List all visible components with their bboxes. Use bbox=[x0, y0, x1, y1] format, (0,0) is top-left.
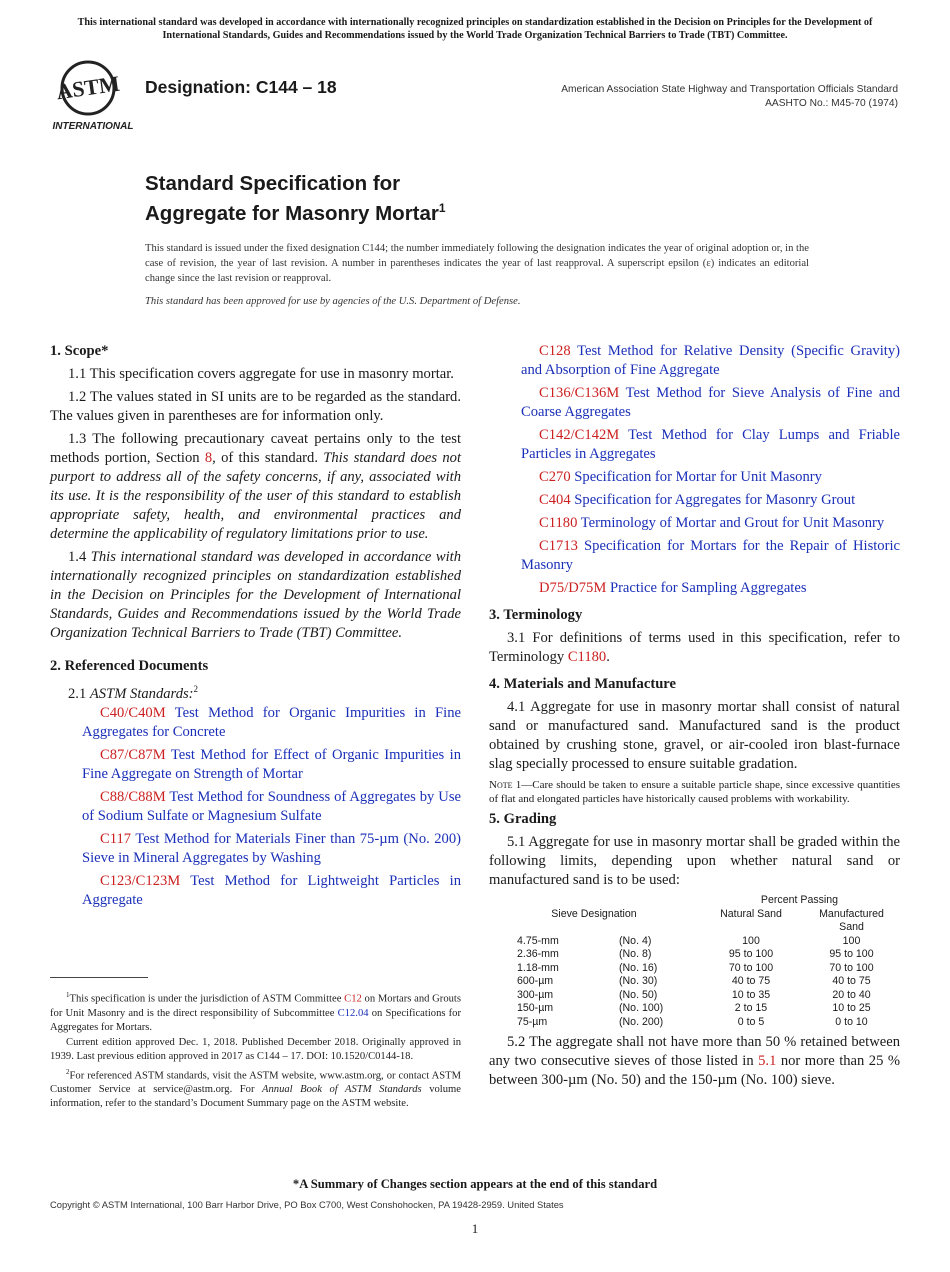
refdocs-footnote-mark: 2 bbox=[193, 684, 199, 694]
ref-code[interactable]: C123/C123M bbox=[100, 872, 181, 889]
sieve-number: (No. 16) bbox=[619, 961, 658, 974]
sieve-size: 600-µm bbox=[517, 975, 554, 987]
section-8-link[interactable]: 8 bbox=[204, 450, 213, 466]
ref-code[interactable]: D75/D75M bbox=[539, 580, 607, 596]
scope-1-4 bbox=[50, 548, 461, 643]
manufactured-value: 95 to 100 bbox=[829, 948, 874, 960]
astm-logo bbox=[50, 58, 136, 132]
ref-title[interactable]: Test Method for Sieve Analysis of Fine and Coarse Aggregates bbox=[521, 385, 900, 420]
aashto-line-1: American Association State Highway and Transportation Officials Standard bbox=[561, 84, 898, 95]
section-5-1-link[interactable]: 5.1 bbox=[758, 1053, 777, 1069]
ref-title[interactable]: Test Method for Relative Density (Specific Gravity) and Absorption of Fine Aggregate bbox=[521, 343, 900, 378]
natural-value: 100 bbox=[742, 934, 760, 947]
manufactured-value: 40 to 75 bbox=[832, 975, 871, 987]
ref-title[interactable]: Specification for Aggregates for Masonry Grout bbox=[574, 492, 856, 508]
ref-item[interactable] bbox=[505, 384, 900, 422]
refdocs-2-1-label: ASTM Standards: bbox=[89, 685, 194, 702]
ref-title[interactable]: Test Method for Materials Finer than 75-µm (No. 200) Sieve in Mineral Aggregates by Washing bbox=[82, 830, 461, 866]
ref-code[interactable]: C40/C40M bbox=[100, 704, 166, 721]
grading-5-2-text: 5.2 The aggregate shall not have more than 50 % retained between any two consecutive sieves of those listed in bbox=[489, 1034, 900, 1069]
ref-title[interactable]: Test Method for Clay Lumps and Friable Particles in Aggregates bbox=[521, 427, 900, 462]
manufactured-header-line-2: Sand bbox=[839, 921, 864, 933]
refdocs-2-1-num: 2.1 bbox=[68, 685, 90, 702]
manufactured-value: 100 bbox=[842, 934, 861, 947]
percent-passing-header: Percent Passing bbox=[760, 894, 839, 906]
c1180-link[interactable]: C1180 bbox=[567, 649, 607, 665]
svg-text:INTERNATIONAL: INTERNATIONAL bbox=[52, 121, 134, 132]
sieve-number: (No. 4) bbox=[619, 934, 652, 947]
footnote-1-text-c: on Specifications for Aggregates for Mortars. bbox=[50, 1007, 462, 1033]
ref-code[interactable]: C87/C87M bbox=[100, 746, 166, 763]
manufactured-value: 0 to 10 bbox=[835, 1015, 868, 1028]
footnote-2-text-b: volume information, refer to the standard’s Document Summary page on the ASTM website. bbox=[50, 1084, 461, 1110]
ref-code[interactable]: C128 bbox=[539, 343, 571, 359]
top-notice: This international standard was developed in accordance with internationally recognized principles on standardization established in the Decision on Principles for the Development of International Standards, Guides and Recommendations issued by the World Trade Organization Technical Barriers to Trade (TBT) Committee. bbox=[77, 17, 873, 41]
footnote-divider bbox=[50, 977, 148, 978]
grading-heading: 5. Grading bbox=[489, 811, 557, 827]
refdocs-2-1 bbox=[50, 680, 461, 704]
committee-c12-link[interactable]: C12 bbox=[344, 993, 362, 1005]
scope-1-3-caveat: This standard does not purport to address all of the safety concerns, if any, associated with its use. It is the responsibility of the user of this standard to establish appropriate safety, health, and environmental practices and determine the applicability of regulatory limitations prior to use. bbox=[50, 450, 461, 542]
ref-code[interactable]: C1180 bbox=[539, 515, 578, 531]
sieve-number: (No. 30) bbox=[619, 975, 658, 987]
subcommittee-c12-04-link[interactable]: C12.04 bbox=[337, 1007, 369, 1019]
ref-title[interactable]: Test Method for Organic Impurities in Fine Aggregates for Concrete bbox=[82, 704, 461, 740]
ref-title[interactable]: Test Method for Soundness of Aggregates by Use of Sodium Sulfate or Magnesium Sulfate bbox=[82, 788, 461, 824]
table-row bbox=[489, 975, 900, 989]
note-1 bbox=[489, 778, 900, 806]
ref-item[interactable] bbox=[66, 746, 461, 784]
refdocs-heading: 2. Referenced Documents bbox=[50, 658, 209, 674]
footnote-1-edition: Current edition approved Dec. 1, 2018. Published December 2018. Originally approved in 1939. Last previous edition approved in 2017 as C144 – 17. DOI: 10.1520/C0144-18. bbox=[50, 1036, 461, 1062]
ref-title[interactable]: Specification for Mortar for Unit Masonry bbox=[574, 469, 822, 485]
left-column bbox=[50, 342, 461, 914]
document-title bbox=[145, 172, 446, 226]
footnote-2-mark: 2 bbox=[66, 1067, 70, 1076]
summary-of-changes-note: *A Summary of Changes section appears at the end of this standard bbox=[292, 1177, 658, 1191]
ref-item[interactable] bbox=[505, 468, 900, 487]
aashto-line-2: AASHTO No.: M45-70 (1974) bbox=[765, 97, 898, 109]
footnote-1-text: This specification is under the jurisdiction of ASTM Committee bbox=[69, 993, 345, 1005]
sieve-number: (No. 100) bbox=[619, 1002, 664, 1014]
terminology-text-end: . bbox=[606, 649, 610, 665]
terminology-heading: 3. Terminology bbox=[489, 607, 583, 623]
terminology-3-1 bbox=[489, 629, 900, 667]
grading-table bbox=[489, 894, 900, 1029]
grading-5-1: 5.1 Aggregate for use in masonry mortar shall be graded within the following limits, depending upon whether natural sand or manufactured sand is to be used: bbox=[489, 834, 900, 888]
ref-item[interactable] bbox=[66, 872, 461, 910]
sieve-size: 2.36-mm bbox=[517, 948, 559, 960]
ref-code[interactable]: C1713 bbox=[539, 538, 578, 554]
manufactured-value: 10 to 25 bbox=[832, 1002, 871, 1014]
ref-list-right bbox=[489, 342, 900, 598]
title-line-2-text: Aggregate for Masonry Mortar bbox=[145, 201, 439, 225]
title-line-1: Standard Specification for bbox=[145, 172, 401, 195]
note-1-text: —Care should be taken to ensure a suitable particle shape, since excessive quantities of flat and elongated particles have historically caused problems with workability. bbox=[489, 779, 900, 805]
table-row bbox=[489, 962, 900, 976]
approval-note: This standard has been approved for use by agencies of the U.S. Department of Defense. bbox=[145, 296, 521, 307]
footnote-2-text: For referenced ASTM standards, visit the ASTM website, www.astm.org, or contact ASTM Customer Service at service@astm.org. For bbox=[50, 1070, 461, 1096]
scope-1-4-num: 1.4 bbox=[68, 549, 91, 565]
aashto-reference bbox=[561, 83, 898, 110]
grading-5-2-text-b: nor more than 25 % between 300-µm (No. 50) and the 150-µm (No. 100) sieve. bbox=[489, 1053, 900, 1088]
svg-text:ASTM: ASTM bbox=[54, 70, 122, 105]
ref-code[interactable]: C404 bbox=[539, 492, 571, 508]
ref-title[interactable]: Practice for Sampling Aggregates bbox=[609, 580, 807, 596]
ref-code[interactable]: C117 bbox=[100, 830, 132, 847]
ref-item[interactable] bbox=[66, 830, 461, 868]
natural-sand-header: Natural Sand bbox=[720, 907, 782, 920]
footnote-2-italic: Annual Book of ASTM Standards bbox=[262, 1084, 422, 1096]
ref-title[interactable]: Test Method for Lightweight Particles in Aggregate bbox=[82, 872, 461, 908]
natural-value: 95 to 100 bbox=[728, 948, 774, 960]
scope-1-3 bbox=[50, 430, 461, 544]
copyright: Copyright © ASTM International, 100 Barr Harbor Drive, PO Box C700, West Conshohocken, PA 19428-2959. United States bbox=[50, 1199, 564, 1210]
ref-code[interactable]: C270 bbox=[539, 469, 571, 485]
table-row bbox=[489, 1016, 900, 1030]
scope-1-4-text: This international standard was developed in accordance with internationally recognized principles on standardization established in the Decision on Principles for the Development of International Standards, Guides and Recommendations issued by the World Trade Organization Technical Barriers to Trade (TBT) Committee. bbox=[50, 549, 462, 641]
ref-list-left bbox=[50, 704, 461, 910]
ref-item[interactable] bbox=[505, 491, 900, 510]
right-column bbox=[489, 342, 900, 1094]
ref-item[interactable] bbox=[505, 537, 900, 575]
scope-1-2: 1.2 The values stated in SI units are to be regarded as the standard. The values given in parentheses are for information only. bbox=[50, 389, 461, 424]
ref-item[interactable] bbox=[66, 788, 461, 826]
title-line-2 bbox=[145, 196, 446, 226]
designation: Designation: C144 – 18 bbox=[145, 77, 337, 97]
manufactured-header-line-1: Manufactured bbox=[819, 907, 884, 920]
natural-value: 0 to 5 bbox=[737, 1015, 765, 1028]
issue-note: This standard is issued under the fixed designation C144; the number immediately following the designation indicates the year of original adoption or, in the case of revision, the year of last revision. A number in parentheses indicates the year of last reapproval. A superscript epsilon (ε) indicates an editorial change since the last revision or reapproval. bbox=[145, 243, 809, 284]
scope-1-1: 1.1 This specification covers aggregate for use in masonry mortar. bbox=[68, 366, 454, 382]
footnote-1 bbox=[50, 988, 461, 1035]
table-row bbox=[489, 989, 900, 1003]
title-footnote-mark: 1 bbox=[438, 201, 446, 215]
scope-1-3-text-b: , of this standard. bbox=[212, 450, 324, 466]
footnote-1-text-b: on Mortars and Grouts for Unit Masonry and is the direct responsibility of Subcommittee bbox=[50, 993, 461, 1019]
sieve-number: (No. 8) bbox=[619, 948, 652, 960]
sieve-size: 75-µm bbox=[517, 1015, 548, 1028]
ref-item[interactable] bbox=[505, 342, 900, 380]
ref-code[interactable]: C136/C136M bbox=[539, 385, 620, 401]
sieve-size: 300-µm bbox=[517, 988, 554, 1001]
sieve-size: 4.75-mm bbox=[517, 934, 559, 947]
ref-title[interactable]: Terminology of Mortar and Grout for Unit Masonry bbox=[580, 515, 885, 531]
materials-heading: 4. Materials and Manufacture bbox=[489, 676, 676, 692]
ref-item[interactable] bbox=[66, 704, 461, 742]
materials-4-1: 4.1 Aggregate for use in masonry mortar shall consist of natural sand or manufactured sand. Manufactured sand is the product obtained by crushing stone, gravel, or air-cooled iron blast-furnace slag specially processed to ensure suitable gradation. bbox=[489, 699, 900, 772]
ref-item[interactable] bbox=[505, 514, 900, 533]
natural-value: 10 to 35 bbox=[731, 988, 771, 1001]
table-row bbox=[489, 935, 900, 949]
ref-item[interactable] bbox=[505, 579, 900, 598]
ref-title[interactable]: Specification for Mortars for the Repair of Historic Masonry bbox=[521, 538, 900, 573]
ref-item[interactable] bbox=[505, 426, 900, 464]
grading-5-2 bbox=[489, 1033, 900, 1090]
page-number: 1 bbox=[471, 1221, 479, 1236]
manufactured-value: 20 to 40 bbox=[832, 988, 871, 1001]
sieve-size: 150-µm bbox=[517, 1002, 554, 1014]
terminology-text: 3.1 For definitions of terms used in this specification, refer to Terminology bbox=[489, 630, 900, 665]
table-row bbox=[489, 1002, 900, 1016]
table-row bbox=[489, 948, 900, 962]
footnotes bbox=[50, 988, 461, 1112]
sieve-number: (No. 50) bbox=[619, 988, 658, 1001]
footnote-1-mark: 1 bbox=[66, 991, 70, 999]
natural-value: 2 to 15 bbox=[734, 1002, 768, 1014]
sieve-size: 1.18-mm bbox=[517, 961, 559, 974]
scope-1-3-text: 1.3 The following precautionary caveat pertains only to the test methods portion, Section bbox=[50, 431, 461, 466]
ref-code[interactable]: C142/C142M bbox=[539, 427, 620, 443]
natural-value: 40 to 75 bbox=[731, 975, 771, 987]
scope-heading: 1. Scope* bbox=[50, 343, 109, 359]
manufactured-sand-header bbox=[803, 908, 900, 935]
manufactured-value: 70 to 100 bbox=[829, 961, 874, 974]
sieve-designation-header: Sieve Designation bbox=[551, 907, 637, 920]
natural-value: 70 to 100 bbox=[728, 961, 774, 974]
sieve-number: (No. 200) bbox=[619, 1015, 664, 1028]
ref-title[interactable]: Test Method for Effect of Organic Impurities in Fine Aggregate on Strength of Mortar bbox=[82, 746, 461, 782]
footnote-2 bbox=[50, 1065, 461, 1112]
ref-code[interactable]: C88/C88M bbox=[100, 788, 166, 805]
note-1-label: Note 1 bbox=[489, 779, 522, 791]
